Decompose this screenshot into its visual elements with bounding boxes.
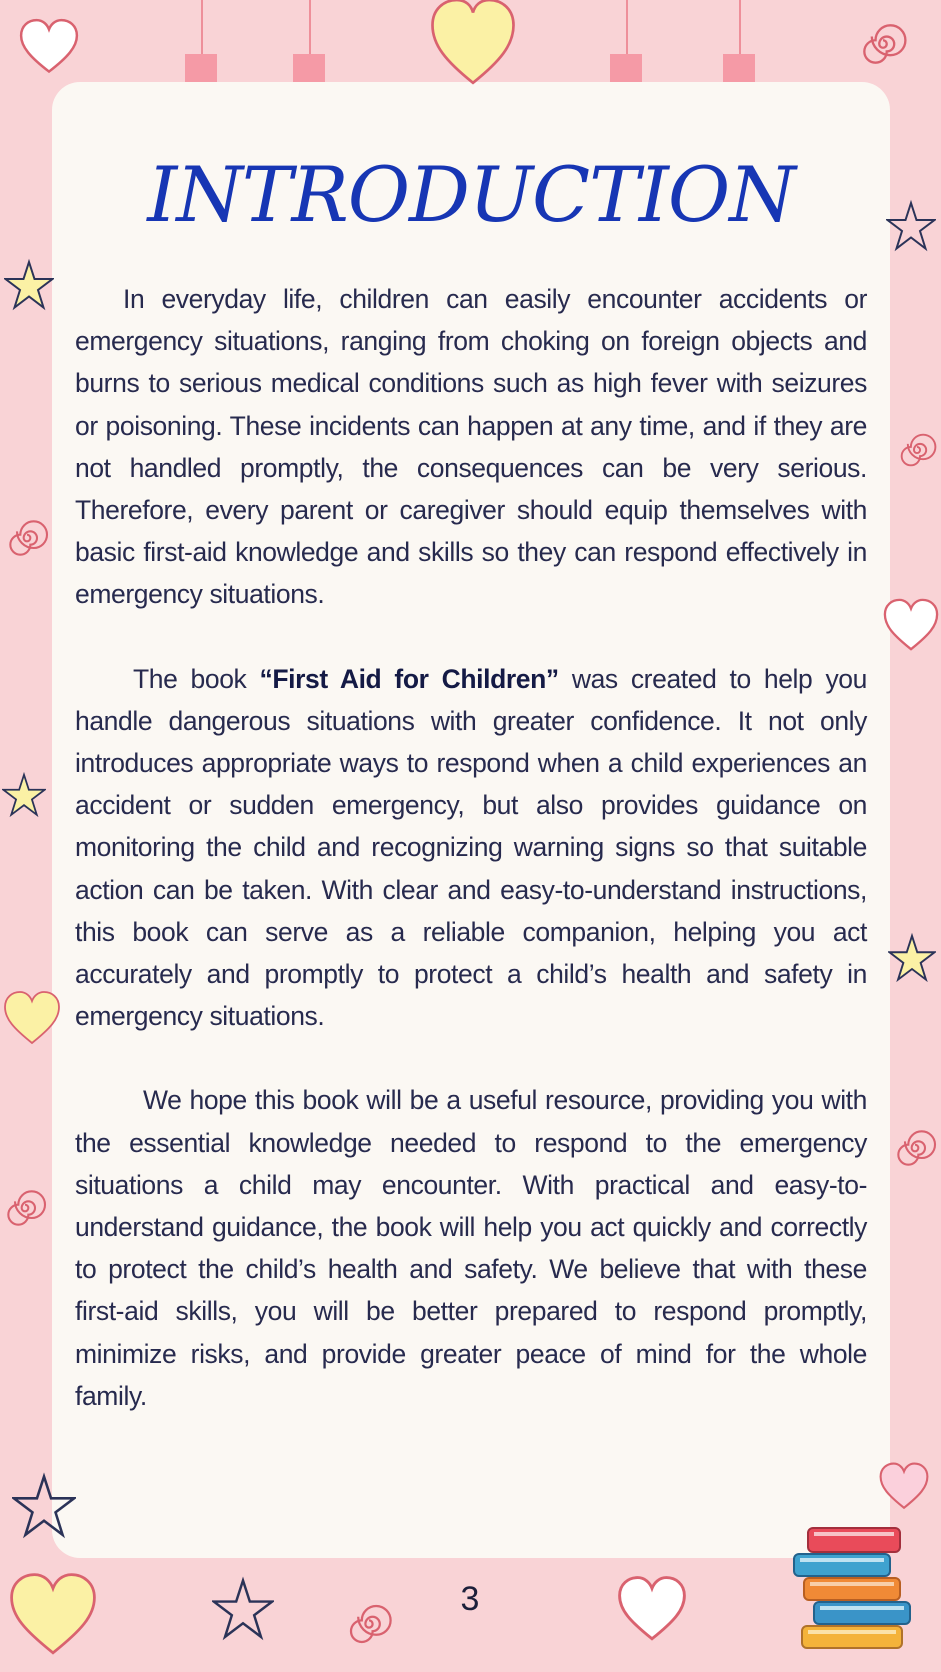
spiral-icon (894, 420, 940, 480)
hanging-line (309, 0, 311, 58)
heart-icon (882, 580, 940, 672)
spiral-icon (342, 1596, 396, 1652)
star-icon (4, 250, 54, 320)
paragraph-1: In everyday life, children can easily encounter accidents or emergency situations, ranging from choking on foreign objects and burns to serious medical conditions such as high fever with seizures or poisoning. These incidents can happen at any time, and if they are not handled promptly, the consequences can be very serious. Therefore, every parent or caregiver should equip themselves with basic first-aid knowledge and skills so they can respond effectively in emergency situations. (75, 284, 867, 610)
book-title-bold: “First Aid for Children” (259, 663, 559, 694)
hanging-line (626, 0, 628, 58)
book-stack-icon (784, 1518, 924, 1658)
hanging-line (739, 0, 741, 58)
spiral-icon (890, 1118, 940, 1178)
paragraph-2-lead: The book (133, 663, 260, 694)
spiral-icon (2, 508, 52, 568)
star-icon (212, 1576, 274, 1642)
heart-icon (428, 0, 518, 90)
heart-icon (878, 1456, 930, 1518)
introduction-body (75, 278, 867, 1459)
heart-icon (6, 1570, 100, 1662)
heart-icon (616, 1570, 688, 1650)
star-icon (2, 764, 46, 826)
heart-icon (18, 16, 80, 80)
spiral-icon (855, 16, 911, 72)
paragraph-3: We hope this book will be a useful resource, providing you with the essential knowledge needed to respond to the emergency situations a child may encounter. With practical and easy-to-understand guidance, the book will help you act quickly and correctly to protect the child’s health and safety. We believe that with these first-aid skills, you will be better prepared to respond promptly, minimize risks, and provide greater peace of mind for the whole family. (75, 1085, 867, 1411)
hanging-line (201, 0, 203, 58)
paragraph-2 (75, 658, 867, 1038)
spiral-icon (0, 1180, 50, 1236)
star-icon (886, 190, 936, 262)
page-title: INTRODUCTION (147, 150, 795, 239)
star-icon (12, 1470, 76, 1542)
heart-icon (2, 976, 62, 1062)
paragraph-2-rest: was created to help you handle dangerous situations with greater confidence. It not only introduces appropriate ways to respond when a child experiences an accident or sudden emergency, but also provides guidance on monitoring the child and recognizing warning signs so that suitable action can be taken. With clear and easy-to-understand instructions, this book can serve as a reliable companion, helping you act accurately and promptly to protect a child’s health and safety in emergency situations. (75, 663, 867, 1032)
page-number: 3 (460, 1580, 480, 1618)
star-icon (888, 924, 936, 992)
